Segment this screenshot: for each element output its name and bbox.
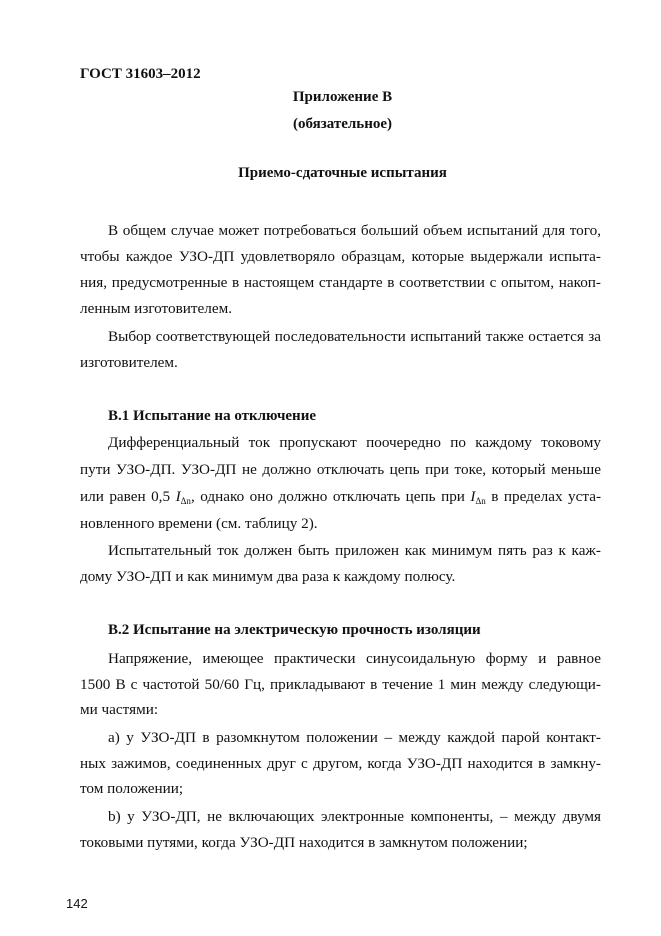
page-number: 142 bbox=[66, 896, 88, 911]
paragraph-line: том положении; bbox=[80, 780, 184, 797]
paragraph-line: ленным изготовителем. bbox=[80, 300, 232, 317]
section-b1-heading: В.1 Испытание на отключение bbox=[108, 408, 317, 424]
paragraph-line: токовыми путями, когда УЗО-ДП находится в замкнутом положении; bbox=[80, 834, 528, 851]
list-item-a: a) у УЗО-ДП в разомкнутом положении – между каждой парой контакт- bbox=[108, 729, 601, 746]
paragraph-line: новленного времени (см. таблицу 2). bbox=[80, 515, 318, 532]
paragraph-line: 1500 В с частотой 50/60 Гц, прикладывают в течение 1 мин между следующи- bbox=[80, 676, 601, 693]
current-symbol: IΔn bbox=[470, 488, 486, 506]
paragraph-line: чтобы каждое УЗО-ДП удовлетворяло образцам, которые выдержали испыта- bbox=[80, 248, 601, 265]
paragraph-line-with-formula bbox=[80, 488, 601, 507]
text-run: или равен 0,5 bbox=[80, 488, 176, 505]
paragraph-line: дому УЗО-ДП и как минимум два раза к каждому полюсу. bbox=[80, 568, 456, 585]
paragraph-line: Напряжение, имеющее практически синусоидальную форму и равное bbox=[108, 650, 601, 667]
appendix-heading: Приемо-сдаточные испытания bbox=[238, 165, 447, 181]
section-b2-heading: В.2 Испытание на электрическую прочность изоляции bbox=[108, 622, 481, 638]
appendix-title: Приложение В bbox=[292, 89, 393, 105]
paragraph-line: ных зажимов, соединенных друг с другом, когда УЗО-ДП находится в замкну- bbox=[80, 755, 601, 772]
paragraph-line: ния, предусмотренные в настоящем стандарте в соответствии с опытом, накоп- bbox=[80, 274, 601, 291]
text-run: в пределах уста- bbox=[485, 488, 601, 505]
paragraph-line: В общем случае может потребоваться больший объем испытаний для того, bbox=[108, 222, 601, 239]
list-item-b: b) у УЗО-ДП, не включающих электронные компоненты, – между двумя bbox=[108, 808, 601, 825]
paragraph-line: Испытательный ток должен быть приложен как минимум пять раз к каж- bbox=[108, 542, 601, 559]
current-symbol: IΔn bbox=[175, 488, 191, 506]
appendix-status: (обязательное) bbox=[292, 116, 393, 132]
paragraph-line: Выбор соответствующей последовательности испытаний также остается за bbox=[108, 328, 601, 345]
paragraph-line: Дифференциальный ток пропускают поочередно по каждому токовому bbox=[108, 434, 601, 451]
standard-designation: ГОСТ 31603–2012 bbox=[80, 66, 201, 82]
paragraph-line: изготовителем. bbox=[80, 354, 178, 371]
paragraph-line: ми частями: bbox=[80, 701, 159, 718]
text-run: , однако оно должно отключать цепь при bbox=[190, 488, 471, 505]
paragraph-line: пути УЗО-ДП. УЗО-ДП не должно отключать цепь при токе, который меньше bbox=[80, 461, 601, 478]
